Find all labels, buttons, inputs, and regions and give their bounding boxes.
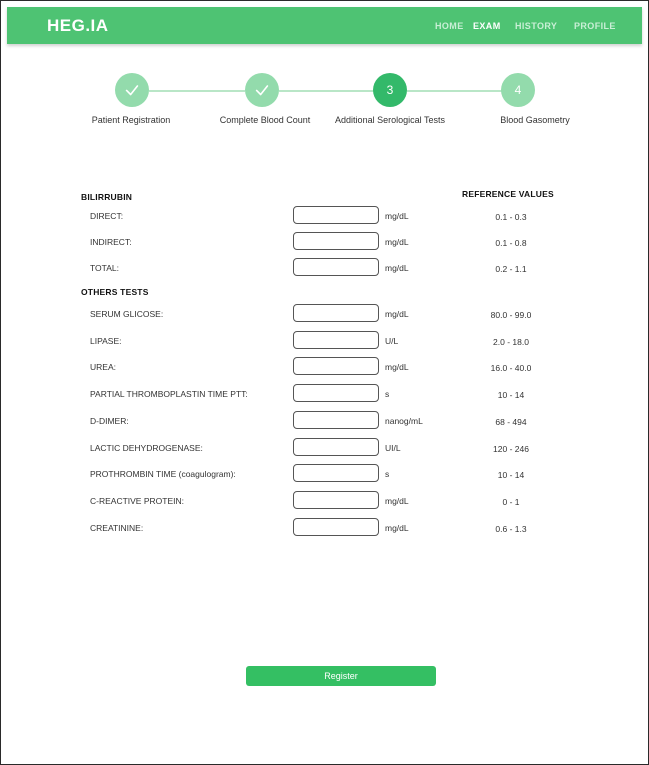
- row-reference: 68 - 494: [495, 417, 527, 427]
- row-unit: mg/dL: [385, 496, 409, 506]
- row-unit: mg/dL: [385, 237, 409, 247]
- register-button[interactable]: Register: [246, 666, 436, 686]
- stepper-connector: [149, 90, 245, 92]
- step-4-circle[interactable]: 4: [501, 73, 535, 107]
- checkmark-icon: [253, 81, 271, 99]
- row-reference: 0.2 - 1.1: [495, 264, 527, 274]
- row-reference: 80.0 - 99.0: [490, 310, 532, 320]
- row-label: DIRECT:: [90, 211, 124, 221]
- step-4-label: Blood Gasometry: [500, 115, 570, 125]
- row-unit: s: [385, 469, 390, 479]
- row-unit: mg/dL: [385, 523, 409, 533]
- row-reference: 16.0 - 40.0: [490, 363, 532, 373]
- prothrombin-time-input[interactable]: [293, 464, 379, 482]
- row-unit: nanog/mL: [385, 416, 423, 426]
- row-reference: 0 - 1: [502, 497, 520, 507]
- row-label: CREATININE:: [90, 523, 144, 533]
- step-1-label: Patient Registration: [91, 115, 171, 125]
- indirect-input[interactable]: [293, 232, 379, 250]
- direct-input[interactable]: [293, 206, 379, 224]
- creatinine-input[interactable]: [293, 518, 379, 536]
- step-2-circle[interactable]: [245, 73, 279, 107]
- reference-values-header: REFERENCE VALUES: [462, 189, 554, 199]
- row-label: LACTIC DEHYDROGENASE:: [90, 443, 203, 453]
- step-1-circle[interactable]: [115, 73, 149, 107]
- row-reference: 10 - 14: [497, 470, 525, 480]
- row-reference: 10 - 14: [497, 390, 525, 400]
- stepper-connector: [279, 90, 375, 92]
- nav-home[interactable]: HOME: [435, 21, 464, 31]
- row-unit: U/L: [385, 336, 399, 346]
- row-unit: UI/L: [385, 443, 401, 453]
- row-unit: mg/dL: [385, 309, 409, 319]
- row-unit: mg/dL: [385, 263, 409, 273]
- row-unit: s: [385, 389, 390, 399]
- row-label: C-REACTIVE PROTEIN:: [90, 496, 184, 506]
- row-label: SERUM GLICOSE:: [90, 309, 164, 319]
- nav-history[interactable]: HISTORY: [515, 21, 558, 31]
- row-reference: 0.1 - 0.3: [495, 212, 527, 222]
- row-reference: 0.6 - 1.3: [495, 524, 527, 534]
- ptt-input[interactable]: [293, 384, 379, 402]
- row-label: TOTAL:: [90, 263, 119, 273]
- row-unit: mg/dL: [385, 362, 409, 372]
- serum-glicose-input[interactable]: [293, 304, 379, 322]
- row-reference: 2.0 - 18.0: [493, 337, 529, 347]
- top-navbar: [7, 7, 642, 44]
- total-input[interactable]: [293, 258, 379, 276]
- nav-exam[interactable]: EXAM: [473, 21, 501, 31]
- step-3-circle[interactable]: 3: [373, 73, 407, 107]
- row-label: D-DIMER:: [90, 416, 129, 426]
- step-2-label: Complete Blood Count: [219, 115, 311, 125]
- row-reference: 120 - 246: [493, 444, 529, 454]
- row-reference: 0.1 - 0.8: [495, 238, 527, 248]
- row-label: PROTHROMBIN TIME (coagulogram):: [90, 469, 236, 479]
- urea-input[interactable]: [293, 357, 379, 375]
- row-label: LIPASE:: [90, 336, 122, 346]
- step-3-label: Additional Serological Tests: [335, 115, 445, 125]
- section-title-bilirrubin: BILIRRUBIN: [81, 192, 133, 202]
- lactic-dehydrogenase-input[interactable]: [293, 438, 379, 456]
- c-reactive-protein-input[interactable]: [293, 491, 379, 509]
- row-unit: mg/dL: [385, 211, 409, 221]
- row-label: UREA:: [90, 362, 116, 372]
- nav-profile[interactable]: PROFILE: [574, 21, 616, 31]
- app-logo[interactable]: HEG.IA: [47, 16, 109, 35]
- section-title-others-tests: OTHERS TESTS: [81, 287, 149, 297]
- d-dimer-input[interactable]: [293, 411, 379, 429]
- row-label: PARTIAL THROMBOPLASTIN TIME PTT:: [90, 389, 248, 399]
- stepper-connector: [407, 90, 503, 92]
- lipase-input[interactable]: [293, 331, 379, 349]
- row-label: INDIRECT:: [90, 237, 132, 247]
- checkmark-icon: [123, 81, 141, 99]
